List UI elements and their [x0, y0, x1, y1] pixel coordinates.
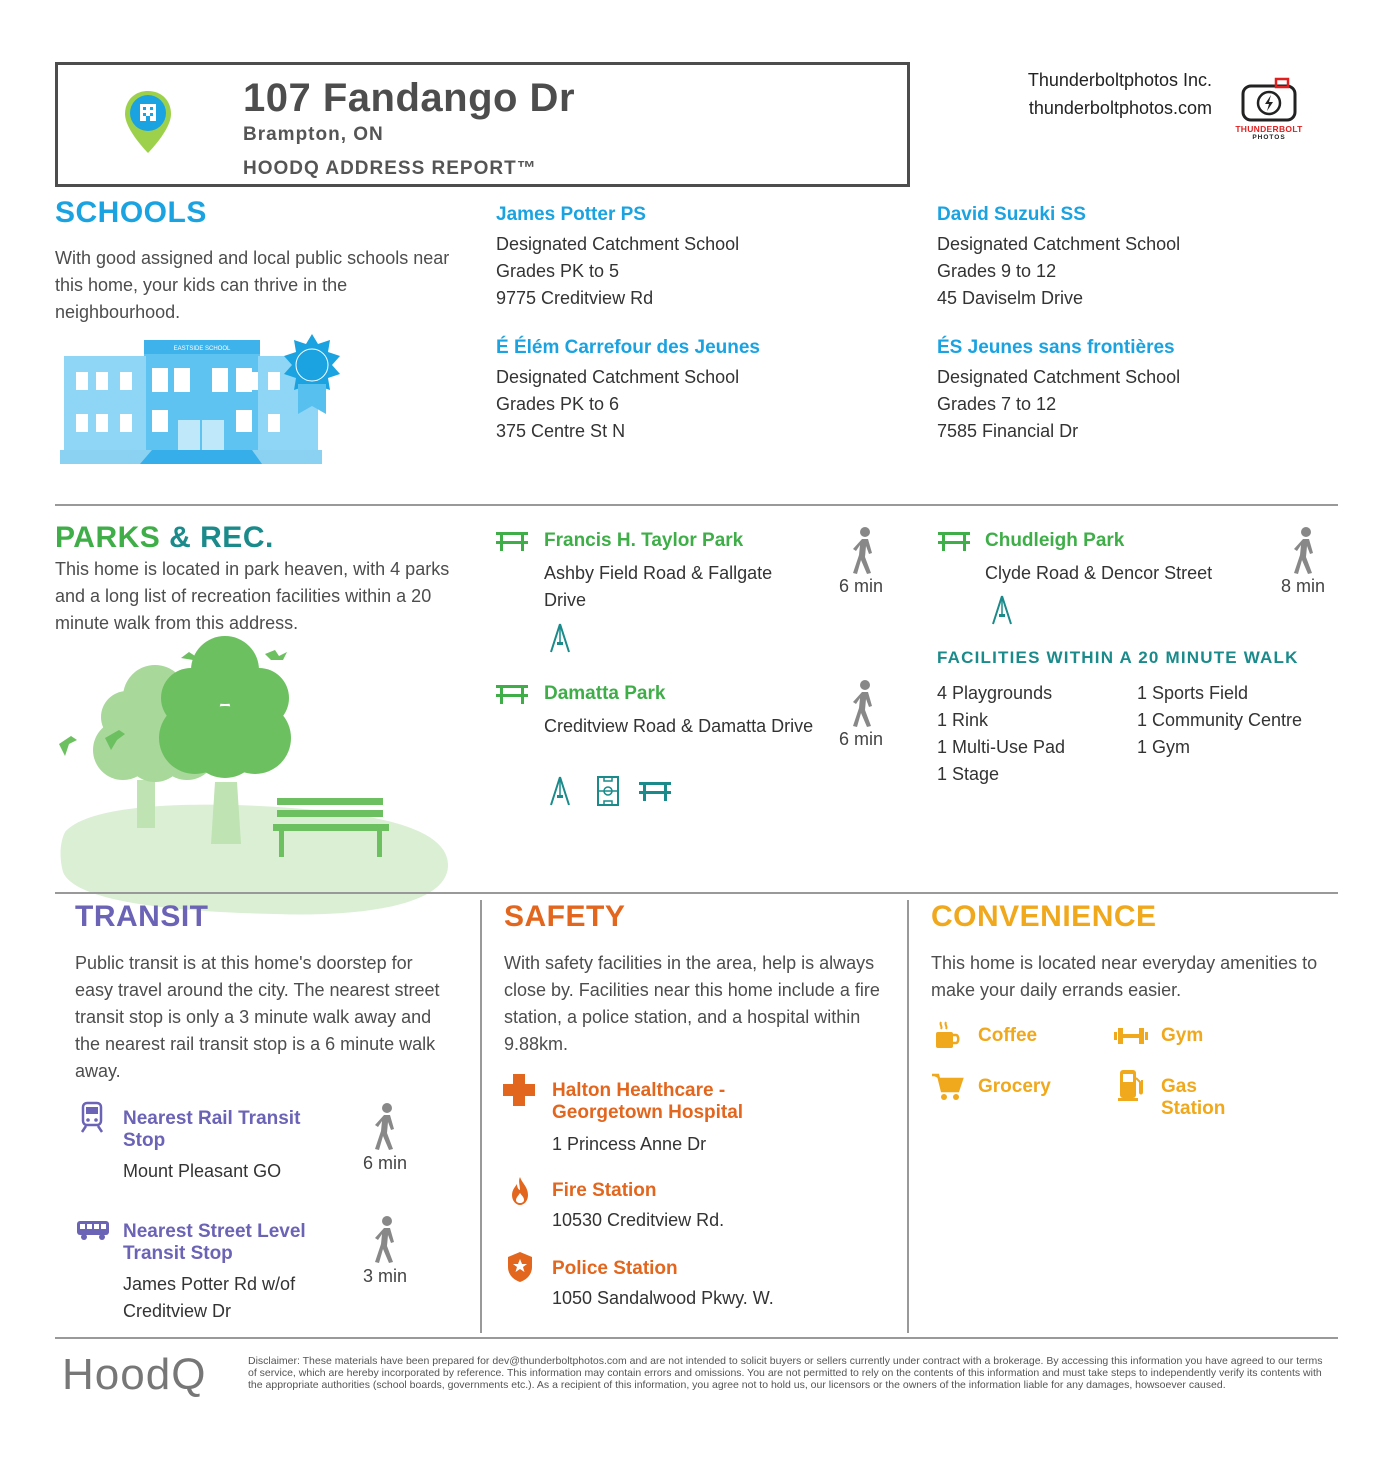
- convenience-gas-station[interactable]: Gas Station: [1161, 1076, 1226, 1119]
- facility-item: 1 Community Centre: [1137, 710, 1303, 730]
- parks-title-b: & REC.: [169, 521, 274, 554]
- section-divider: [55, 892, 1338, 894]
- train-icon: [80, 1101, 104, 1133]
- parks-description: This home is located in park heaven, with 4 parks and a long list of recreation facilities within a 20 minute walk from this address.: [55, 559, 450, 633]
- school-address: 7585 Financial Dr: [937, 421, 1079, 441]
- street-transit-stop: James Potter Rd w/of Creditview Dr: [123, 1274, 296, 1321]
- facilities-col-2: [1137, 680, 1302, 761]
- convenience-gym[interactable]: Gym: [1161, 1025, 1204, 1046]
- disclaimer-line: Disclaimer: These materials have been prepared for dev@thunderboltphotos.com and are not intended to solicit buyers or sellers currently under contract with a brokerage. By accessing this information you have agreed to our terms: [248, 1355, 1323, 1367]
- walking-person-icon: [848, 680, 880, 728]
- park-illustration: [55, 632, 455, 917]
- hospital-name[interactable]: Halton Healthcare - Georgetown Hospital: [552, 1080, 744, 1123]
- facilities-col-1: [937, 680, 1065, 788]
- logo-subtext: PHOTOS: [1252, 134, 1286, 141]
- walk-time: 6 min: [838, 576, 883, 596]
- school-building-illustration: [60, 330, 350, 466]
- coffee-icon: [934, 1020, 960, 1052]
- column-divider: [480, 900, 482, 1333]
- school-card-4[interactable]: [937, 337, 1180, 445]
- school-name[interactable]: David Suzuki SS: [937, 204, 1086, 225]
- school-card-2[interactable]: [937, 204, 1180, 312]
- walking-person-icon: [848, 527, 880, 575]
- address-city: Brampton, ON: [243, 124, 384, 145]
- rail-transit-stop: Mount Pleasant GO: [123, 1161, 282, 1181]
- school-name[interactable]: ÉS Jeunes sans frontières: [937, 337, 1175, 358]
- school-address: 45 Daviselm Drive: [937, 288, 1084, 308]
- park-address: Clyde Road & Dencor Street: [985, 563, 1213, 583]
- hospital-address: 1 Princess Anne Dr: [552, 1134, 707, 1154]
- facility-item: 1 Multi-Use Pad: [937, 737, 1066, 757]
- disclaimer-line: of service, which are hereby incorporated by reference. This information may contain errors and omissions. You are not permitted to rely on the contents of this information and must take steps to independently verify its contents with: [248, 1367, 1322, 1379]
- hoodq-logo: HoodQ: [62, 1350, 207, 1399]
- police-station-name[interactable]: Police Station: [552, 1258, 678, 1279]
- transit-description: Public transit is at this home's doorstep for easy travel around the city. The nearest street transit stop is only a 3 minute walk away and the nearest rail transit stop is a 6 minute walk away.: [75, 953, 440, 1081]
- park-name[interactable]: Damatta Park: [544, 683, 666, 704]
- gym-dumbbell-icon: [1113, 1026, 1149, 1046]
- report-title: HOODQ ADDRESS REPORT™: [243, 158, 537, 179]
- school-type: Designated Catchment School: [496, 234, 740, 254]
- picnic-area-icon: [639, 780, 671, 804]
- transit-title: TRANSIT: [75, 900, 209, 933]
- facility-item: 1 Stage: [937, 764, 1000, 784]
- police-badge-icon: [506, 1251, 534, 1283]
- school-type: Designated Catchment School: [937, 367, 1181, 387]
- facility-item: 4 Playgrounds: [937, 683, 1053, 703]
- safety-description: With safety facilities in the area, help is always close by. Facilities near this home include a fire station, a police station, and a hospital within 9.88km.: [504, 953, 880, 1054]
- picnic-table-icon: [496, 683, 528, 707]
- park-address: Ashby Field Road & Fallgate Drive: [544, 563, 773, 610]
- facility-item: 1 Sports Field: [1137, 683, 1249, 703]
- hospital-cross-icon: [502, 1073, 536, 1107]
- camera-logo-icon: [1240, 76, 1298, 124]
- park-address: Creditview Road & Damatta Drive: [544, 716, 814, 736]
- school-grades: Grades PK to 6: [496, 394, 620, 414]
- school-type: Designated Catchment School: [937, 234, 1181, 254]
- safety-title: SAFETY: [504, 900, 626, 933]
- logo-text: THUNDERBOLT: [1235, 124, 1303, 134]
- walking-person-icon: [370, 1103, 402, 1151]
- section-divider: [55, 504, 1338, 506]
- parks-title-a: PARKS: [55, 521, 161, 554]
- convenience-title: CONVENIENCE: [931, 900, 1157, 933]
- grocery-cart-icon: [931, 1072, 965, 1102]
- park-name[interactable]: Chudleigh Park: [985, 530, 1125, 551]
- police-station-address: 1050 Sandalwood Pkwy. W.: [552, 1288, 774, 1308]
- rail-transit-label[interactable]: Nearest Rail Transit Stop: [123, 1108, 301, 1151]
- street-transit-label[interactable]: Nearest Street Level Transit Stop: [123, 1221, 306, 1264]
- park-name[interactable]: Francis H. Taylor Park: [544, 530, 744, 551]
- fire-icon: [508, 1175, 532, 1207]
- school-address: 9775 Creditview Rd: [496, 288, 654, 308]
- fire-station-address: 10530 Creditview Rd.: [552, 1210, 725, 1230]
- school-card-1[interactable]: [496, 204, 739, 312]
- picnic-table-icon: [938, 530, 970, 554]
- picnic-table-icon: [496, 530, 528, 554]
- address-title: 107 Fandango Dr: [243, 76, 576, 120]
- schools-description: With good assigned and local public schools near this home, your kids can thrive in the neighbourhood.: [55, 248, 450, 322]
- playground-icon: [548, 775, 572, 807]
- playground-icon: [990, 594, 1014, 626]
- footer-divider: [55, 1337, 1338, 1339]
- fire-station-name[interactable]: Fire Station: [552, 1180, 657, 1201]
- company-website[interactable]: thunderboltphotos.com: [1028, 98, 1212, 118]
- school-name[interactable]: James Potter PS: [496, 204, 646, 225]
- bus-icon: [76, 1219, 110, 1241]
- school-name[interactable]: É Élém Carrefour des Jeunes: [496, 337, 760, 358]
- walk-time: 6 min: [362, 1153, 407, 1173]
- gas-station-icon: [1118, 1068, 1144, 1102]
- school-card-3[interactable]: [496, 337, 760, 445]
- sports-field-icon: [596, 775, 620, 807]
- company-name: Thunderboltphotos Inc.: [1027, 70, 1212, 90]
- convenience-description: This home is located near everyday amenities to make your daily errands easier.: [931, 953, 1318, 1000]
- walk-time: 6 min: [838, 729, 883, 749]
- disclaimer: [248, 1355, 1338, 1391]
- facility-item: 1 Rink: [937, 710, 989, 730]
- school-grades: Grades 9 to 12: [937, 261, 1057, 281]
- facilities-title: FACILITIES WITHIN A 20 MINUTE WALK: [937, 648, 1299, 667]
- location-pin-icon: [122, 88, 174, 156]
- school-grades: Grades PK to 5: [496, 261, 620, 281]
- walk-time: 8 min: [1280, 576, 1325, 596]
- school-grades: Grades 7 to 12: [937, 394, 1057, 414]
- school-type: Designated Catchment School: [496, 367, 740, 387]
- disclaimer-line: the appropriate authorities (school boards, governments etc.). As a recipient of this information, you agree not to hold us, our licensors or the owners of the information liable for any damages, howsoever caused.: [248, 1379, 1226, 1391]
- column-divider: [907, 900, 909, 1333]
- walk-time: 3 min: [362, 1266, 407, 1286]
- walking-person-icon: [370, 1216, 402, 1264]
- facility-item: 1 Gym: [1137, 737, 1191, 757]
- convenience-grocery[interactable]: Grocery: [978, 1076, 1051, 1097]
- school-sign: EASTSIDE SCHOOL: [173, 346, 231, 352]
- schools-title: SCHOOLS: [55, 196, 207, 229]
- school-address: 375 Centre St N: [496, 421, 626, 441]
- walking-person-icon: [1289, 527, 1321, 575]
- playground-icon: [548, 622, 572, 654]
- convenience-coffee[interactable]: Coffee: [978, 1025, 1038, 1046]
- parks-title: [55, 521, 274, 555]
